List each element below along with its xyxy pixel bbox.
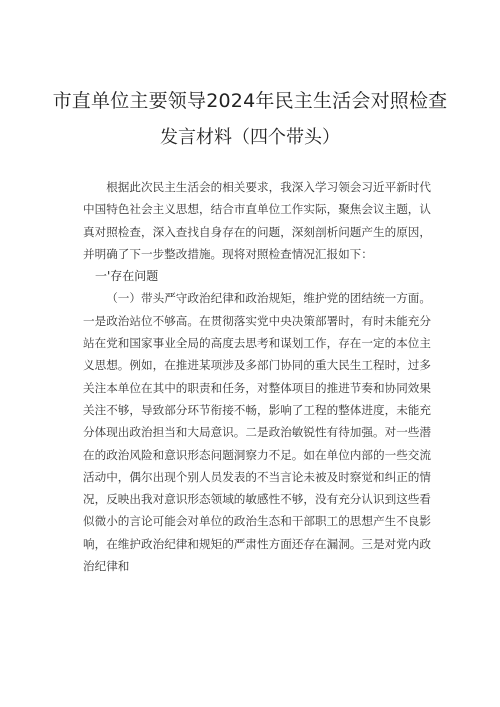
document-title-line2: 发言材料（四个带头） bbox=[160, 127, 340, 148]
section-heading: 一'存在问题 bbox=[95, 269, 159, 284]
document-body bbox=[83, 176, 431, 577]
document-title-line1: 市直单位主要领导2024年民主生活会对照检查 bbox=[52, 90, 448, 112]
intro-paragraph: 根据此次民主生活会的相关要求，我深入学习领会习近平新时代中国特色社会主义思想，结合市直单位工作实际，聚焦会议主题，认真对照检查，深入查找自身存在的问题，深刻剖析问题产生的原因，并明确了下一步整改措施。现将对照检查情况汇报如下： bbox=[83, 180, 431, 261]
section-paragraph: （一）带头严守政治纪律和政治规矩，维护党的团结统一方面。一是政治站位不够高。在贯彻落实党中央决策部署时，有时未能充分站在党和国家事业全局的高度去思考和谋划工作，存在一定的本位主义思想。例如，在推进某项涉及多部门协同的重大民生工程时，过多关注本单位在其中的职责和任务，对整体项目的推进节奏和协同效果关注不够，导致部分环节衔接不畅，影响了工程的整体进度，未能充分体现出政治担当和大局意识。二是政治敏锐性有待加强。对一些潜在的政治风险和意识形态问题洞察力不足。如在单位内部的一些交流活动中，偶尔出现个别人员发表的不当言论未被及时察觉和纠正的情况，反映出我对意识形态领域的敏感性不够，没有充分认识到这些看似微小的言论可能会对单位的政治生态和干部职工的思想产生不良影响，在维护政治纪律和规矩的严肃性方面还存在漏洞。三是对党内政治纪律和 bbox=[83, 291, 431, 574]
